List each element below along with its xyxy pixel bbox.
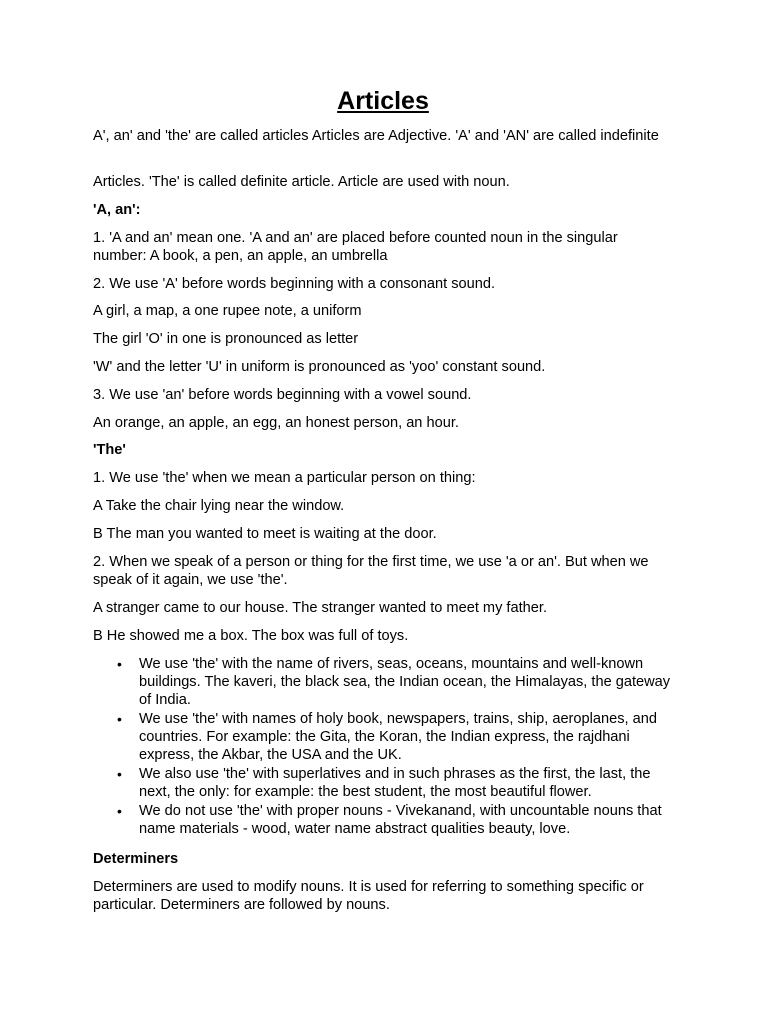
list-item-text: We use 'the' with names of holy book, newspapers, trains, ship, aeroplanes, and countries. For example: the Gita, the Koran, the Indian express, the rajdhani express, the Akbar, the USA and the UK. [139, 711, 657, 763]
list-item [93, 655, 683, 709]
section-heading-the: 'The' [93, 442, 126, 458]
bullet-icon: • [117, 656, 122, 672]
definite-article-paragraph: Articles. 'The' is called definite article. Article are used with noun. [93, 174, 510, 190]
section-heading-a-an: 'A, an': [93, 202, 141, 218]
rule-2-paragraph: 2. We use 'A' before words beginning with a consonant sound. [93, 276, 496, 292]
determiners-paragraph: Determiners are used to modify nouns. It is used for referring to something specific or particular. Determiners are followed by nouns. [93, 879, 644, 913]
box-example-paragraph: B He showed me a box. The box was full of toys. [93, 628, 409, 644]
list-item-text: We use 'the' with the name of rivers, seas, oceans, mountains and well-known buildings. The kaveri, the black sea, the Indian ocean, the Himalayas, the gateway of India. [139, 656, 671, 708]
example-b-paragraph: B The man you wanted to meet is waiting at the door. [93, 526, 437, 542]
example-paragraph: A girl, a map, a one rupee note, a uniform [93, 303, 362, 319]
section-heading-determiners: Determiners [93, 851, 179, 867]
list-item-text: We do not use 'the' with proper nouns - Vivekanand, with uncountable nouns that name materials - wood, water name abstract qualities beauty, love. [139, 803, 662, 837]
pronunciation-paragraph: The girl 'O' in one is pronounced as letter [93, 331, 359, 347]
list-item [93, 765, 683, 801]
pronunciation-paragraph-2: 'W' and the letter 'U' in uniform is pronounced as 'yoo' constant sound. [93, 359, 546, 375]
intro-paragraph: A', an' and 'the' are called articles Articles are Adjective. 'A' and 'AN' are called indefinite [93, 128, 659, 144]
list-item-text: We also use 'the' with superlatives and in such phrases as the first, the last, the next, the only: for example: the best student, the most beautiful flower. [139, 766, 651, 800]
list-item [93, 710, 683, 764]
the-rule-2-paragraph: 2. When we speak of a person or thing for the first time, we use 'a or an'. But when we speak of it again, we use 'the'. [93, 554, 649, 588]
example-a-paragraph: A Take the chair lying near the window. [93, 498, 345, 514]
list-item [93, 802, 683, 838]
the-usage-list [93, 655, 683, 839]
the-rule-1-paragraph: 1. We use 'the' when we mean a particular person on thing: [93, 470, 476, 486]
stranger-example-paragraph: A stranger came to our house. The stranger wanted to meet my father. [93, 600, 548, 616]
rule-1-paragraph: 1. 'A and an' mean one. 'A and an' are placed before counted noun in the singular number: A book, a pen, an apple, an umbrella [93, 230, 618, 264]
vowel-example-paragraph: An orange, an apple, an egg, an honest person, an hour. [93, 415, 459, 431]
bullet-icon: • [117, 711, 122, 727]
bullet-icon: • [117, 803, 122, 819]
page-title: Articles [337, 87, 429, 115]
bullet-icon: • [117, 766, 122, 782]
rule-3-paragraph: 3. We use 'an' before words beginning with a vowel sound. [93, 387, 472, 403]
